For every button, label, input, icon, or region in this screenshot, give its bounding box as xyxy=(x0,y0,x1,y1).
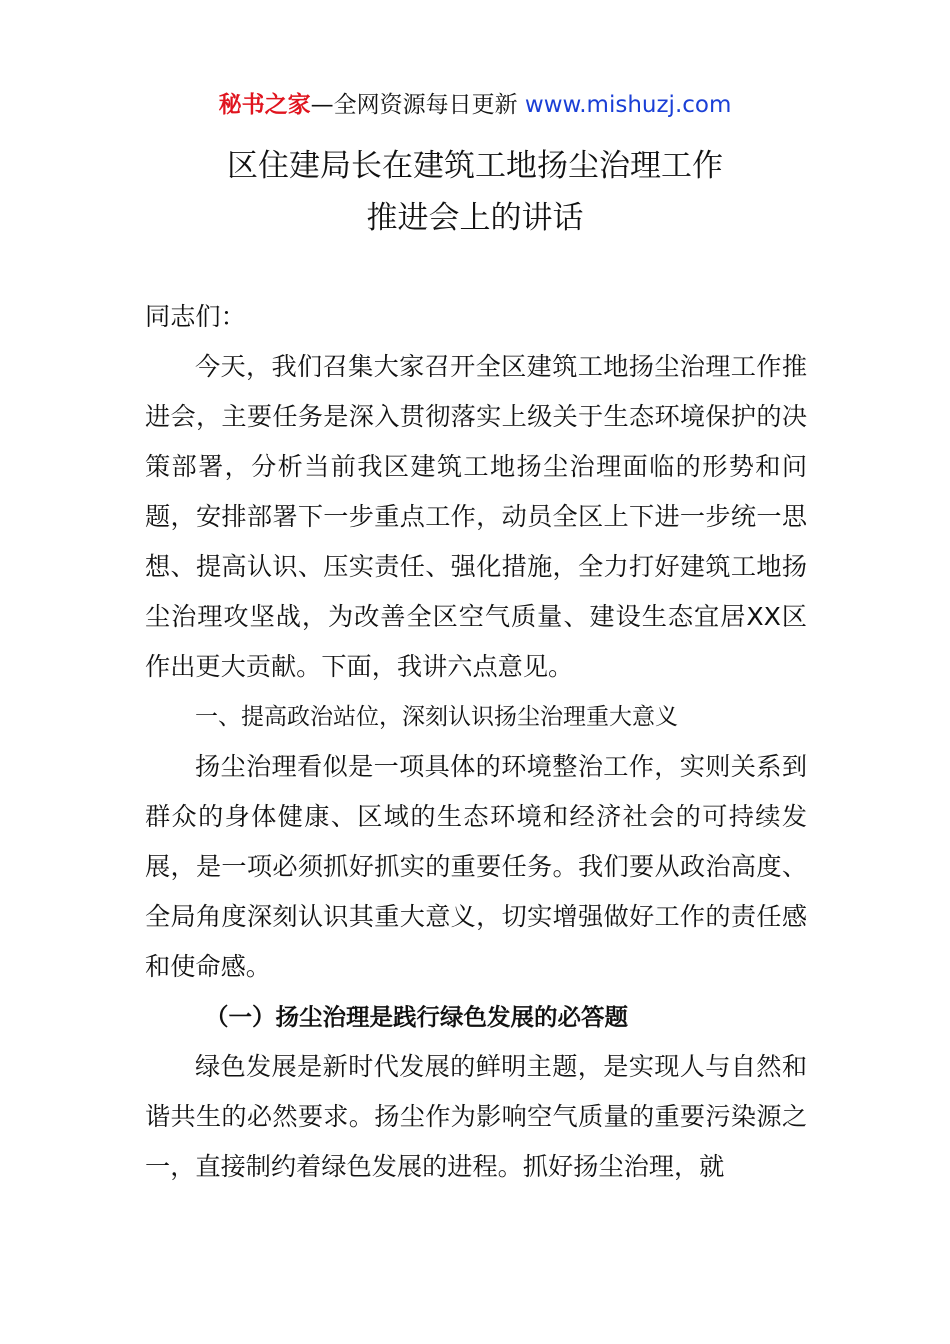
site-slogan: —全网资源每日更新 xyxy=(310,92,525,118)
site-header xyxy=(0,88,950,122)
salutation: 同志们： xyxy=(145,302,246,331)
document-body xyxy=(145,292,807,1192)
site-url-link[interactable]: www.mishuzj.com xyxy=(524,92,732,118)
document-title-line-1: 区住建局长在建筑工地扬尘治理工作 xyxy=(227,148,723,184)
site-brand: 秘书之家 xyxy=(218,92,311,118)
subsection-1-heading: （一）扬尘治理是践行绿色发展的必答题 xyxy=(205,1003,628,1031)
subsection-1-paragraph: 绿色发展是新时代发展的鲜明主题，是实现人与自然和谐共生的必然要求。扬尘作为影响空气质量的重要污染源之一，直接制约着绿色发展的进程。抓好扬尘治理，就 xyxy=(145,1052,807,1181)
intro-paragraph: 今天，我们召集大家召开全区建筑工地扬尘治理工作推进会，主要任务是深入贯彻落实上级关于生态环境保护的决策部署，分析当前我区建筑工地扬尘治理面临的形势和问题，安排部署下一步重点工作，动员全区上下进一步统一思想、提高认识、压实责任、强化措施，全力打好建筑工地扬尘治理攻坚战，为改善全区空气质量、建设生态宜居XX区作出更大贡献。下面，我讲六点意见。 xyxy=(145,352,807,681)
section-1-paragraph: 扬尘治理看似是一项具体的环境整治工作，实则关系到群众的身体健康、区域的生态环境和经济社会的可持续发展，是一项必须抓好抓实的重要任务。我们要从政治高度、全局角度深刻认识其重大意义，切实增强做好工作的责任感和使命感。 xyxy=(145,752,807,981)
document-title-line-2: 推进会上的讲话 xyxy=(366,200,584,236)
section-1-heading: 一、提高政治站位，深刻认识扬尘治理重大意义 xyxy=(195,704,678,730)
